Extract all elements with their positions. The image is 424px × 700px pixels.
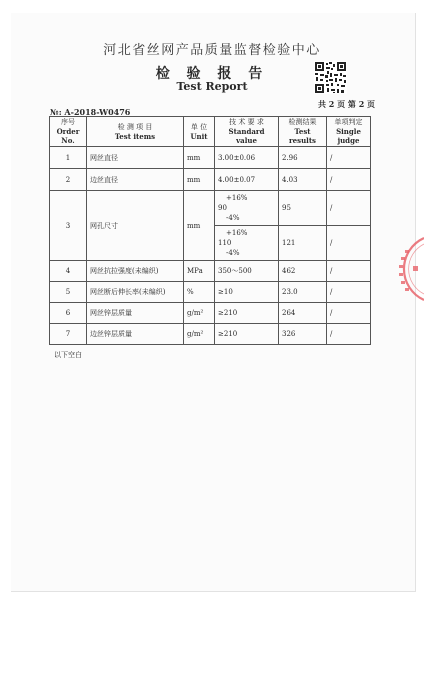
tolerance-upper: +16% (226, 229, 248, 237)
col-header-item: 检 测 项 目 Test items (87, 117, 184, 147)
table-row (50, 191, 371, 226)
cell-unit: g/m² (184, 303, 215, 324)
cell-item: 网丝断后伸长率(未编织) (87, 282, 184, 303)
cell-standard: ≥10 (215, 282, 279, 303)
cell-standard: 350～500 (215, 261, 279, 282)
cell-unit: g/m² (184, 324, 215, 345)
tolerance-upper: +16% (226, 194, 248, 202)
cell-result: 326 (279, 324, 327, 345)
table-row (50, 169, 371, 191)
report-title-cn: 检 验 报 告 (155, 66, 269, 82)
report-number: №: A-2018-W0476 (50, 107, 131, 117)
page-indicator: 共 2 页 第 2 页 (318, 99, 376, 109)
organization-name: 河北省丝网产品质量监督检验中心 (103, 43, 321, 58)
cell-unit: MPa (184, 261, 215, 282)
qr-code-icon (314, 61, 347, 94)
cell-standard: ≥210 (215, 303, 279, 324)
cell-unit: mm (184, 169, 215, 191)
cell-judge: / (327, 282, 371, 303)
table-header-row (50, 117, 371, 147)
cell-item: 网丝直径 (87, 147, 184, 169)
cell-standard: ≥210 (215, 324, 279, 345)
col-header-order: 序号 Order No. (50, 117, 87, 147)
col-header-judge: 单项判定 Single judge (327, 117, 371, 147)
cell-order: 2 (50, 169, 87, 191)
seal-stamp-icon (393, 236, 424, 302)
cell-order: 7 (50, 324, 87, 345)
col-header-result: 检测结果 Test results (279, 117, 327, 147)
cell-order: 3 (50, 191, 87, 261)
cell-unit: % (184, 282, 215, 303)
cell-item: 边丝锌层质量 (87, 324, 184, 345)
cell-judge: / (327, 303, 371, 324)
cell-judge: / (327, 226, 371, 261)
cell-result: 95 (279, 191, 327, 226)
cell-result: 23.0 (279, 282, 327, 303)
end-of-content-note: 以下空白 (54, 351, 82, 359)
col-header-unit: 单 位 Unit (184, 117, 215, 147)
results-table (49, 116, 371, 345)
cell-result: 264 (279, 303, 327, 324)
cell-order: 6 (50, 303, 87, 324)
cell-result: 2.96 (279, 147, 327, 169)
cell-unit: mm (184, 147, 215, 169)
cell-result: 121 (279, 226, 327, 261)
cell-unit: mm (184, 191, 215, 261)
nominal-value: 90 (218, 204, 227, 212)
cell-standard: 3.00±0.06 (215, 147, 279, 169)
col-header-standard: 技 术 要 求 Standard value (215, 117, 279, 147)
table-row (50, 261, 371, 282)
table-row (50, 282, 371, 303)
report-title-en: Test Report (176, 80, 248, 93)
cell-item: 网丝抗拉强度(未编织) (87, 261, 184, 282)
cell-standard: 4.00±0.07 (215, 169, 279, 191)
tolerance-lower: -4% (226, 249, 240, 257)
nominal-value: 110 (218, 239, 232, 247)
cell-order: 4 (50, 261, 87, 282)
cell-result: 4.03 (279, 169, 327, 191)
cell-item: 网丝锌层质量 (87, 303, 184, 324)
cell-judge: / (327, 169, 371, 191)
cell-judge: / (327, 191, 371, 226)
cell-judge: / (327, 147, 371, 169)
cell-result: 462 (279, 261, 327, 282)
tolerance-lower: -4% (226, 214, 240, 222)
cell-standard (215, 226, 279, 261)
cell-item: 网孔尺寸 (87, 191, 184, 261)
cell-judge: / (327, 261, 371, 282)
cell-judge: / (327, 324, 371, 345)
table-row (50, 324, 371, 345)
cell-item: 边丝直径 (87, 169, 184, 191)
cell-order: 5 (50, 282, 87, 303)
table-row (50, 303, 371, 324)
cell-order: 1 (50, 147, 87, 169)
cell-standard (215, 191, 279, 226)
table-row (50, 147, 371, 169)
